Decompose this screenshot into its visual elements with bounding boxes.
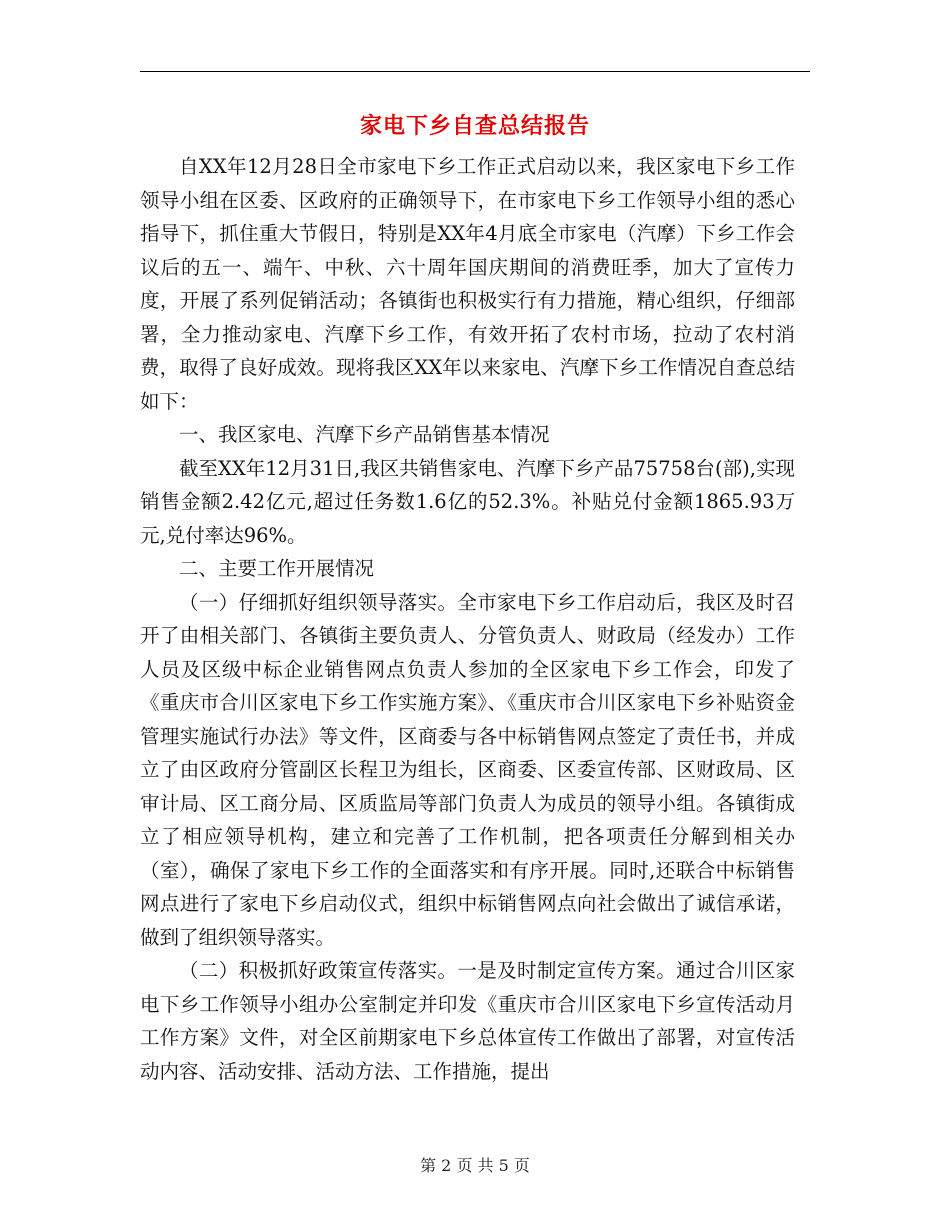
document-body	[140, 150, 795, 1088]
paragraph-organization: （一）仔细抓好组织领导落实。全市家电下乡工作启动后，我区及时召开了由相关部门、各镇街主要负责人、分管负责人、财政局（经发办）工作人员及区级中标企业销售网点负责人参加的全区家电下乡工作会，印发了《重庆市合川区家电下乡工作实施方案》、《重庆市合川区家电下乡补贴资金管理实施试行办法》等文件，区商委与各中标销售网点签定了责任书，并成立了由区政府分管副区长程卫为组长，区商委、区委宣传部、区财政局、区审计局、区工商分局、区质监局等部门负责人为成员的领导小组。各镇街成立了相应领导机构，建立和完善了工作机制，把各项责任分解到相关办（室），确保了家电下乡工作的全面落实和有序开展。同时,还联合中标销售网点进行了家电下乡启动仪式，组织中标销售网点向社会做出了诚信承诺，做到了组织领导落实。	[140, 590, 795, 949]
page-number: 第 2 页 共 5 页	[420, 1156, 530, 1175]
paragraph-publicity: （二）积极抓好政策宣传落实。一是及时制定宣传方案。通过合川区家电下乡工作领导小组办公室制定并印发《重庆市合川区家电下乡宣传活动月工作方案》文件，对全区前期家电下乡总体宣传工作做出了部署，对宣传活动内容、活动安排、活动方法、工作措施，提出	[140, 959, 795, 1083]
section-heading-2: 二、主要工作开展情况	[179, 557, 375, 580]
paragraph-intro: 自XX年12月28日全市家电下乡工作正式启动以来，我区家电下乡工作领导小组在区委、区政府的正确领导下，在市家电下乡工作领导小组的悉心指导下，抓住重大节假日，特别是XX年4月底全市家电（汽摩）下乡工作会议后的五一、端午、中秋、六十周年国庆期间的消费旺季，加大了宣传力度，开展了系列促销活动；各镇街也积极实行有力措施，精心组织，仔细部署，全力推动家电、汽摩下乡工作，有效开拓了农村市场，拉动了农村消费，取得了良好成效。现将我区XX年以来家电、汽摩下乡工作情况自查总结如下：	[140, 155, 795, 413]
section-heading-1: 一、我区家电、汽摩下乡产品销售基本情况	[179, 423, 550, 446]
paragraph-sales: 截至XX年12月31日,我区共销售家电、汽摩下乡产品75758台(部),实现销售金额2.42亿元,超过任务数1.6亿的52.3%。补贴兑付金额1865.93万元,兑付率达96%。	[140, 456, 795, 547]
header-rule	[140, 71, 810, 72]
document-title: 家电下乡自查总结报告	[359, 113, 590, 139]
